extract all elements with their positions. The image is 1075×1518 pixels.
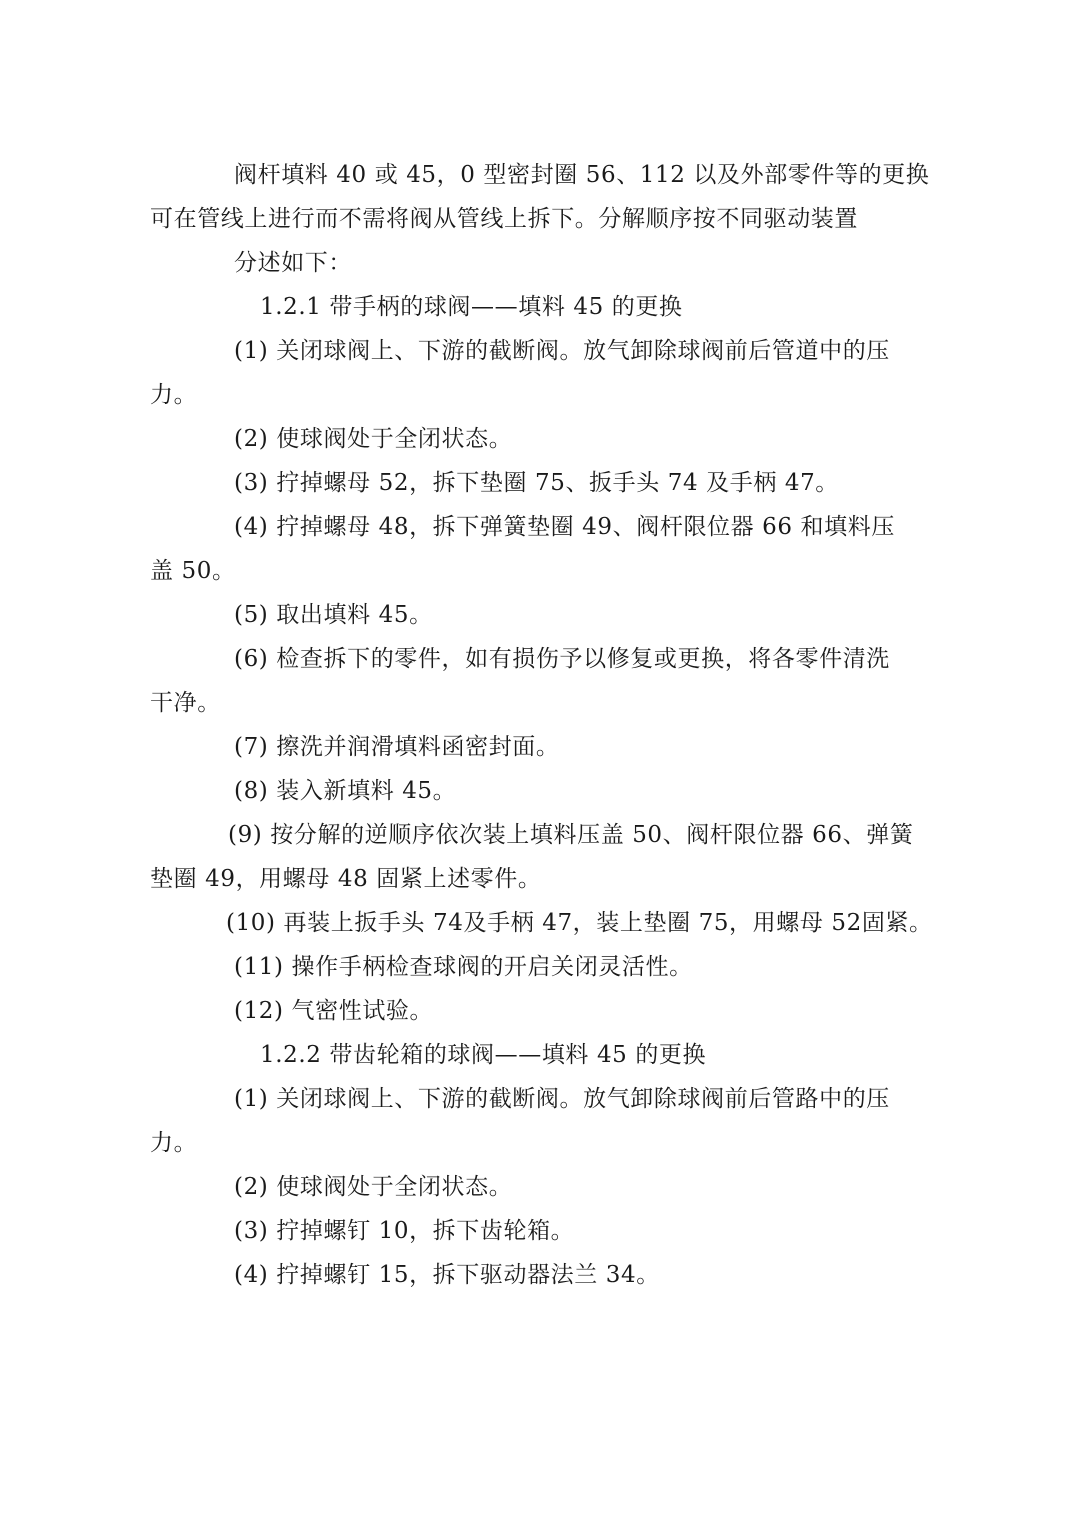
text-line-7: (2) 使球阀处于全闭状态。 <box>234 426 513 452</box>
text-line-5: (1) 关闭球阀上、下游的截断阀。放气卸除球阀前后管道中的压 <box>234 338 890 364</box>
text-line-26: (4) 拧掉螺钉 15，拆下驱动器法兰 34。 <box>234 1262 660 1288</box>
section-heading-1-2-1: 1.2.1 带手柄的球阀——填料 45 的更换 <box>260 294 683 320</box>
text-line-22: (1) 关闭球阀上、下游的截断阀。放气卸除球阀前后管路中的压 <box>234 1086 890 1112</box>
text-line-12: (6) 检查拆下的零件，如有损伤予以修复或更换，将各零件清洗 <box>234 646 890 672</box>
text-line-10: 盖 50。 <box>150 558 236 584</box>
text-line-6: 力。 <box>150 382 198 408</box>
text-line-2: 可在管线上进行而不需将阀从管线上拆下。分解顺序按不同驱动装置 <box>150 206 858 232</box>
text-line-1: 阀杆填料 40 或 45，0 型密封圈 56、112 以及外部零件等的更换 <box>234 162 930 188</box>
text-line-25: (3) 拧掉螺钉 10，拆下齿轮箱。 <box>234 1218 575 1244</box>
text-line-23: 力。 <box>150 1130 198 1156</box>
text-line-17: 垫圈 49，用螺母 48 固紧上述零件。 <box>150 866 542 892</box>
text-line-24: (2) 使球阀处于全闭状态。 <box>234 1174 513 1200</box>
text-line-15: (8) 装入新填料 45。 <box>234 778 457 804</box>
text-line-8: (3) 拧掉螺母 52，拆下垫圈 75、扳手头 74 及手柄 47。 <box>234 470 839 496</box>
section-heading-1-2-2: 1.2.2 带齿轮箱的球阀——填料 45 的更换 <box>260 1042 707 1068</box>
text-line-18: (10) 再装上扳手头 74及手柄 47，装上垫圈 75，用螺母 52固紧。 <box>226 910 933 936</box>
text-line-19: (11) 操作手柄检查球阀的开启关闭灵活性。 <box>234 954 693 980</box>
text-line-13: 干净。 <box>150 690 221 716</box>
text-line-16: (9) 按分解的逆顺序依次装上填料压盖 50、阀杆限位器 66、弹簧 <box>228 822 914 848</box>
text-line-3: 分述如下： <box>234 250 352 276</box>
text-line-20: (12) 气密性试验。 <box>234 998 434 1024</box>
text-line-11: (5) 取出填料 45。 <box>234 602 433 628</box>
text-line-14: (7) 擦洗并润滑填料函密封面。 <box>234 734 560 760</box>
text-line-9: (4) 拧掉螺母 48，拆下弹簧垫圈 49、阀杆限位器 66 和填料压 <box>234 514 895 540</box>
